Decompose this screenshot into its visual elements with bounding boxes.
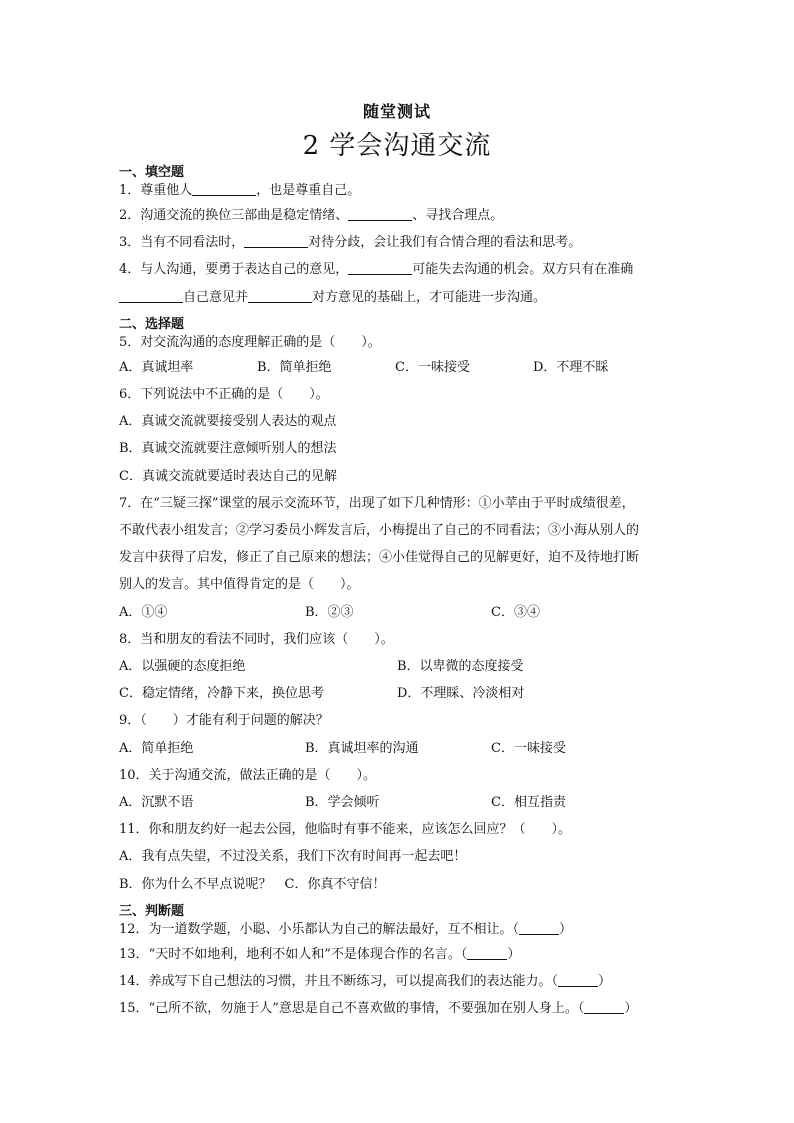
option-b[interactable]: B．真诚交流就要注意倾听别人的想法 — [119, 441, 337, 457]
question-5-options — [119, 354, 689, 381]
answer-blank[interactable] — [348, 260, 412, 275]
question-7-line-2: 不敢代表小组发言；②学习委员小辉发言后，小梅提出了自己的不同看法；③小海从别人的 — [119, 523, 640, 539]
worksheet-title: 2 学会沟通交流 — [302, 131, 492, 161]
option-a[interactable]: A．①④ — [119, 604, 168, 620]
question-8-options-row-2 — [119, 680, 689, 707]
question-12 — [119, 919, 689, 941]
question-text: 对方意见的基础上，才可能进一步沟通。 — [312, 289, 547, 305]
question-13 — [119, 941, 689, 968]
question-4-line-1 — [119, 256, 689, 283]
answer-blank[interactable] — [244, 233, 308, 248]
option-a[interactable]: A．真诚坦率 — [119, 359, 194, 375]
option-c[interactable]: C．一味接受 — [395, 359, 470, 375]
question-text: 1．尊重他人 — [119, 183, 193, 198]
option-c[interactable]: C．相互指责 — [491, 795, 566, 811]
options-b-c[interactable]: B．你为什么不早点说呢？ C．你真不守信！ — [119, 876, 386, 892]
option-c[interactable]: C．③④ — [491, 604, 540, 620]
answer-blank[interactable] — [248, 288, 312, 303]
option-b[interactable]: B．②③ — [305, 604, 354, 620]
section-heading-fill: 一、填空题 — [119, 165, 185, 180]
question-7-line-3: 发言中获得了启发，修正了自己原来的想法；④小佳觉得自己的见解更好，迫不及待地打断 — [119, 550, 640, 566]
question-8: 8．当和朋友的看法不同时，我们应该（ ）。 — [119, 631, 394, 647]
question-7-line-1: 7．在“三疑三探”课堂的展示交流环节，出现了如下几种情形：①小苹由于平时成绩很差， — [119, 495, 635, 511]
question-3 — [119, 229, 689, 256]
question-1 — [119, 180, 689, 202]
question-text: 对待分歧，会让我们有合情合理的看法和思考。 — [308, 235, 582, 251]
option-a[interactable]: A．简单拒绝 — [119, 740, 194, 756]
option-a[interactable]: A．以强硬的态度拒绝 — [119, 659, 246, 675]
answer-blank[interactable] — [119, 288, 183, 303]
option-c[interactable]: C．稳定情绪，冷静下来，换位思考 — [119, 686, 324, 702]
answer-blank[interactable] — [192, 181, 256, 196]
option-b[interactable]: B．简单拒绝 — [257, 359, 332, 375]
question-4-line-2 — [119, 284, 689, 311]
question-10: 10．关于沟通交流，做法正确的是（ ）。 — [119, 767, 377, 783]
question-text: 13．“天时不如地利，地利不如人和”不是体现合作的名言。（ — [119, 946, 468, 962]
answer-blank[interactable] — [467, 945, 507, 960]
question-text: 12．为一道数学题，小聪、小乐都认为自己的解法最好，互不相让。（ — [119, 921, 520, 937]
answer-blank[interactable] — [519, 920, 559, 935]
worksheet-content — [119, 161, 689, 1022]
question-text: 3．当有不同看法时， — [119, 235, 245, 251]
answer-blank[interactable] — [558, 972, 598, 987]
question-10-options — [119, 789, 689, 816]
question-text: ） — [624, 1001, 638, 1017]
question-text: 可能失去沟通的机会。双方只有在准确 — [412, 262, 634, 278]
question-text: ） — [598, 974, 612, 990]
question-2 — [119, 202, 689, 229]
option-a[interactable]: A．沉默不语 — [119, 795, 194, 811]
question-text: 2．沟通交流的换位三部曲是稳定情绪、 — [119, 208, 349, 223]
question-text: 、寻找合理点。 — [412, 208, 504, 223]
question-text: ） — [559, 921, 573, 937]
question-text: 4．与人沟通，要勇于表达自己的意见， — [119, 262, 349, 278]
question-text: 14．养成写下自己想法的习惯，并且不断练习，可以提高我们的表达能力。（ — [119, 974, 559, 990]
worksheet-subtitle: 随堂测试 — [362, 102, 431, 121]
question-6: 6．下列说法中不正确的是（ ）。 — [119, 387, 329, 403]
question-text: 15．“己所不欲，勿施于人”意思是自己不喜欢做的事情，不要强加在别人身上。（ — [119, 1001, 585, 1017]
option-a[interactable]: A．真诚交流就要接受别人表达的观点 — [119, 414, 337, 430]
question-8-options-row-1 — [119, 653, 689, 680]
question-9: 9．（ ）才能有利于问题的解决？ — [119, 713, 329, 729]
question-14 — [119, 968, 689, 995]
question-5: 5．对交流沟通的态度理解正确的是（ ）。 — [119, 334, 381, 350]
answer-blank[interactable] — [348, 206, 412, 221]
question-15 — [119, 995, 689, 1022]
option-a[interactable]: A．我有点失望，不过没关系，我们下次有时间再一起去吧！ — [119, 849, 467, 865]
question-7-line-4: 别人的发言。其中值得肯定的是（ ）。 — [119, 577, 360, 593]
section-heading-choice: 二、选择题 — [119, 316, 185, 332]
question-11: 11．你和朋友约好一起去公园，他临时有事不能来，应该怎么回应？（ ）。 — [119, 822, 572, 838]
question-text: ，也是尊重自己。 — [256, 183, 361, 198]
option-d[interactable]: D．不理睬、冷淡相对 — [397, 686, 525, 702]
question-text: ） — [507, 946, 521, 962]
option-b[interactable]: B．学会倾听 — [305, 795, 380, 811]
option-c[interactable]: C．真诚交流就要适时表达自己的见解 — [119, 468, 337, 484]
answer-blank[interactable] — [584, 999, 624, 1014]
section-heading-judge: 三、判断题 — [119, 903, 185, 919]
option-b[interactable]: B．真诚坦率的沟通 — [305, 740, 419, 756]
option-c[interactable]: C．一味接受 — [491, 740, 566, 756]
option-d[interactable]: D．不理不睬 — [533, 359, 609, 375]
question-7-options — [119, 599, 689, 626]
option-b[interactable]: B．以卑微的态度接受 — [397, 659, 524, 675]
question-text: 自己意见并 — [183, 289, 249, 305]
question-9-options — [119, 735, 689, 762]
